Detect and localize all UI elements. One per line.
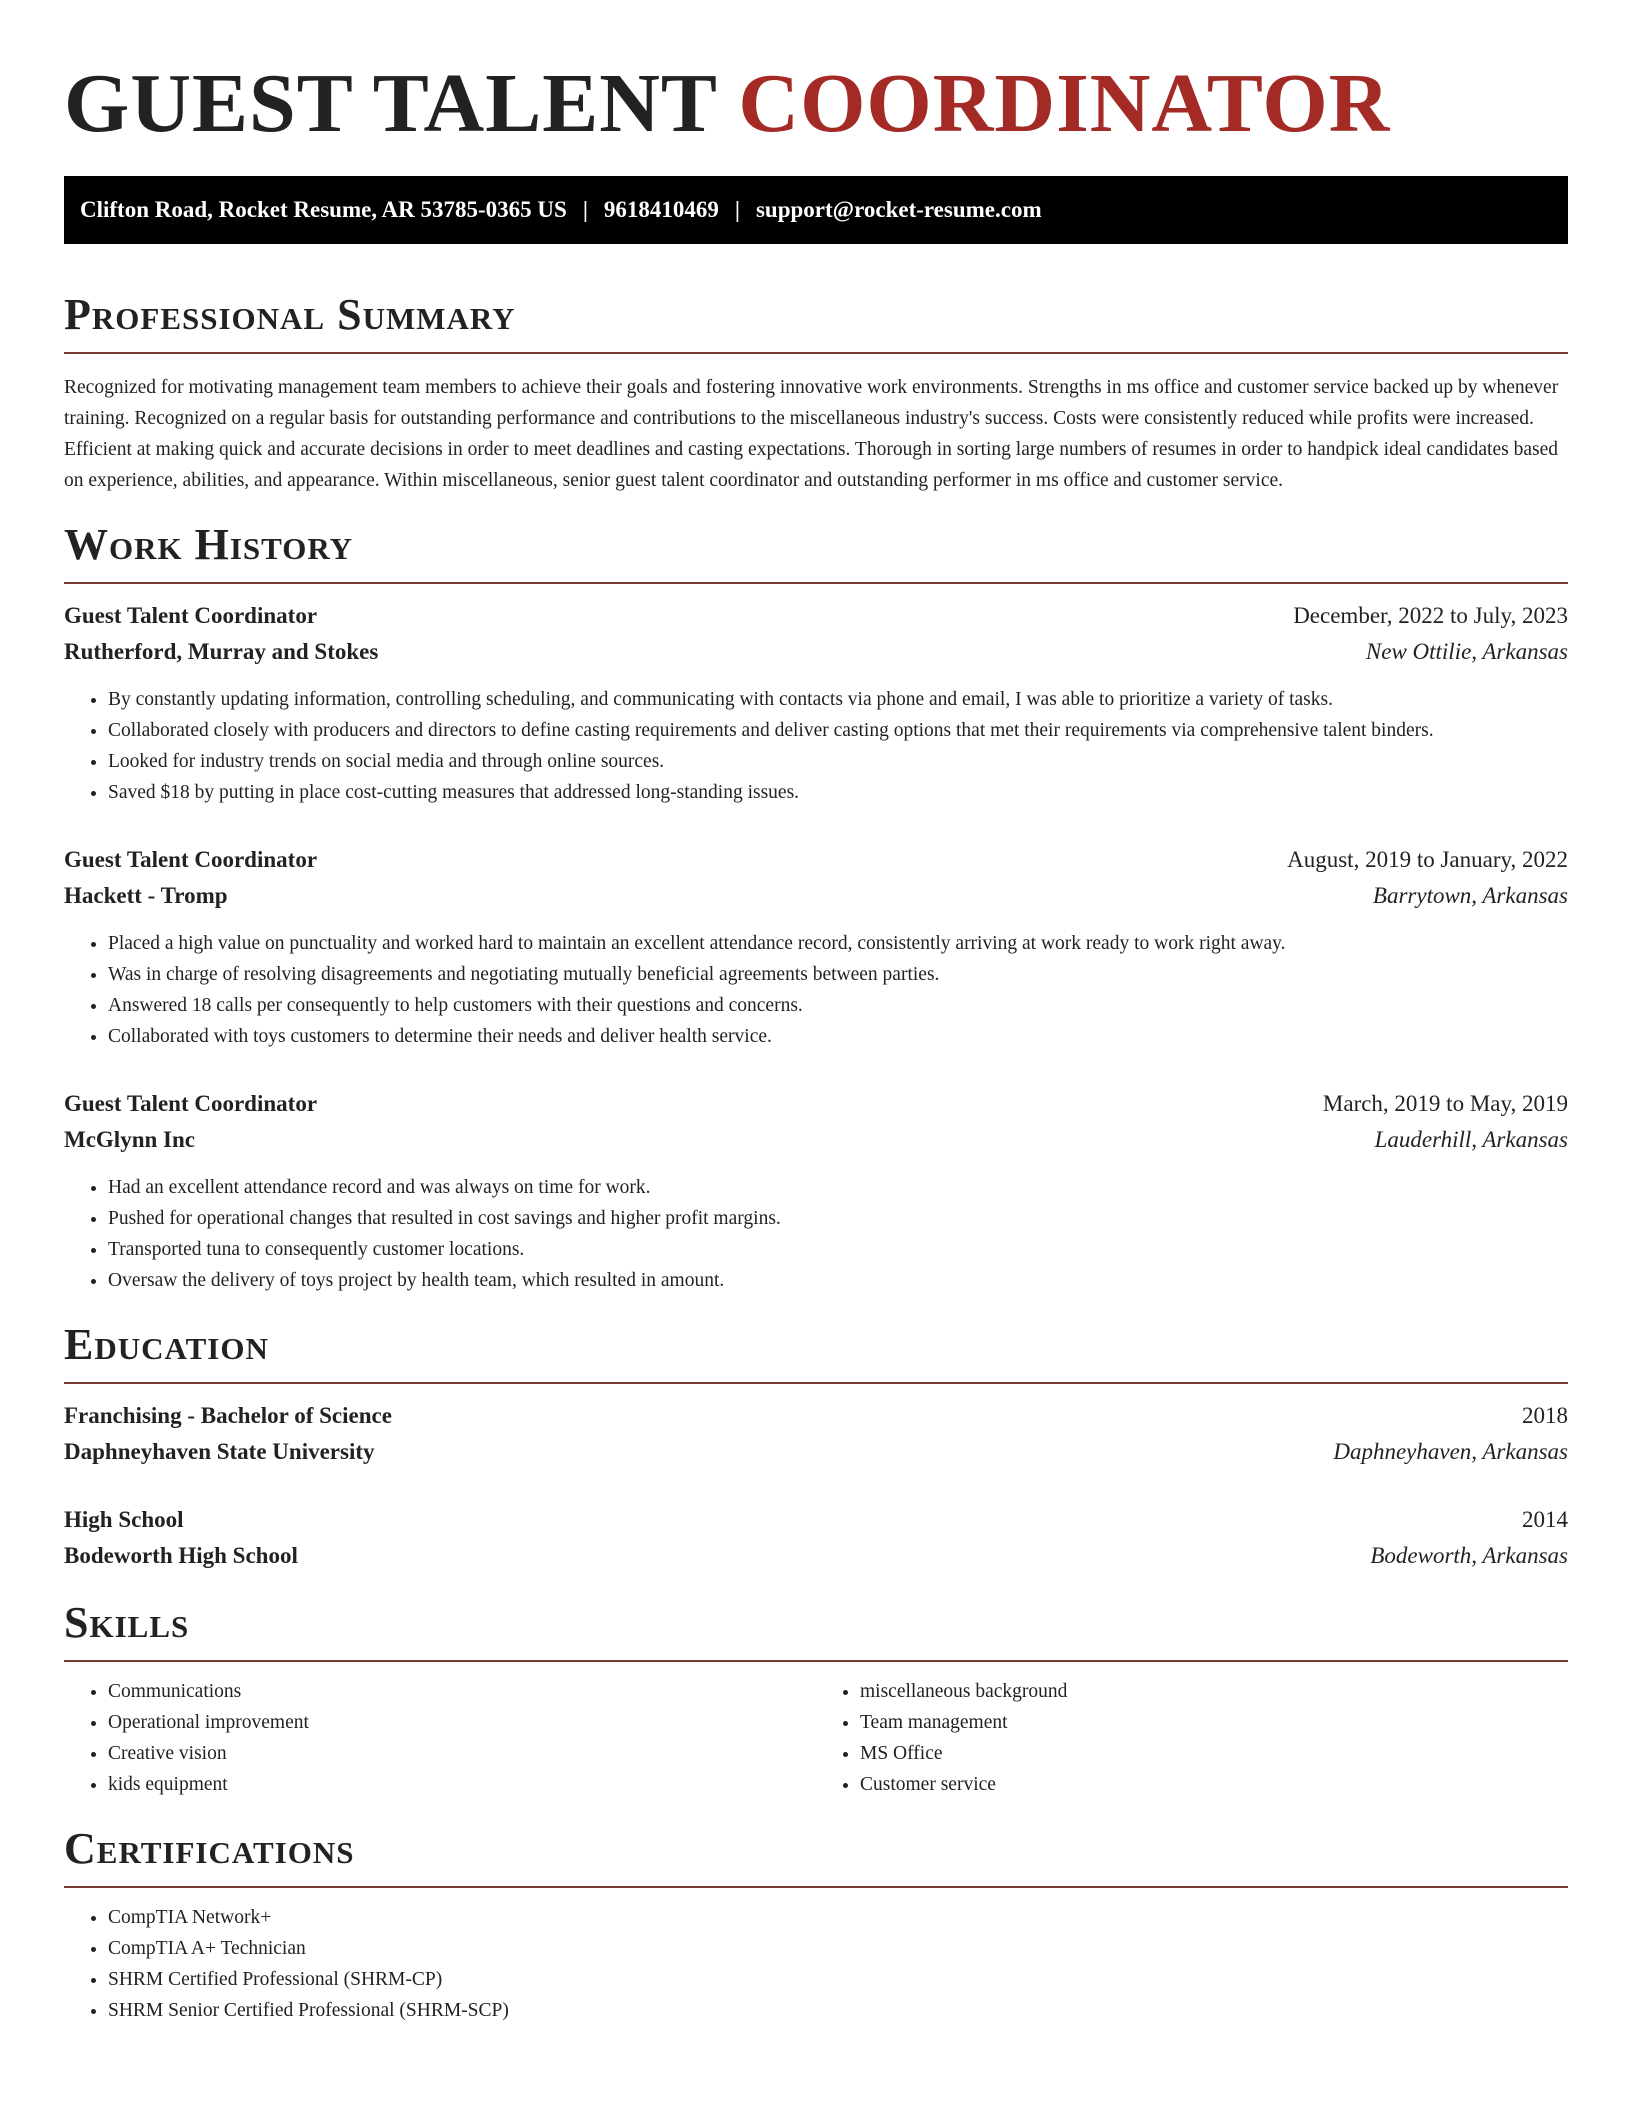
job-bullet: • Oversaw the delivery of toys project by health team, which resulted in amount.: [108, 1265, 1568, 1296]
job-bullet: • Was in charge of resolving disagreements and negotiating mutually beneficial agreements between parties.: [108, 959, 1568, 990]
contact-phone: 9618410469: [603, 197, 719, 222]
job-header-row: [64, 1086, 1568, 1122]
job-header-row: [64, 842, 1568, 878]
job-company: McGlynn Inc: [64, 1127, 195, 1152]
job-entry: [64, 1086, 1568, 1296]
job-bullet: • By constantly updating information, controlling scheduling, and communicating with contacts via phone and email, I was able to prioritize a variety of tasks.: [108, 684, 1568, 715]
job-bullet: • Answered 18 calls per consequently to help customers with their questions and concerns.: [108, 990, 1568, 1021]
education-school-row: [64, 1434, 1568, 1470]
skill-item: • Operational improvement: [108, 1707, 816, 1738]
education-degree-row: [64, 1398, 1568, 1434]
job-header-row: [64, 598, 1568, 634]
title-main: GUEST TALENT: [64, 57, 739, 150]
skill-item: • Creative vision: [108, 1738, 816, 1769]
summary-text: Recognized for motivating management team members to achieve their goals and fostering innovative work environments. Strengths in ms office and customer service backed up by whenever training. Recognized on a regular basis for outstanding performance and contributions to the miscellaneous industry's success. Costs were consistently reduced while profits were increased. Efficient at making quick and accurate decisions in order to meet deadlines and casting expectations. Thorough in sorting large numbers of resumes in order to handpick ideal candidates based on experience, abilities, and appearance. Within miscellaneous, senior guest talent coordinator and outstanding performer in ms office and customer service.: [64, 377, 1559, 491]
skill-item: • Team management: [860, 1707, 1568, 1738]
education-school: Bodeworth High School: [64, 1543, 298, 1568]
job-entry: [64, 598, 1568, 808]
job-company: Hackett - Tromp: [64, 883, 228, 908]
job-company-row: [64, 634, 1568, 670]
education-section: [64, 1318, 1568, 1574]
job-bullets: [64, 684, 1568, 808]
skill-item: • MS Office: [860, 1738, 1568, 1769]
summary-section: [64, 288, 1568, 496]
skills-grid: [64, 1676, 1568, 1800]
education-year: 2018: [1522, 1403, 1568, 1428]
contact-separator: |: [582, 197, 588, 222]
certification-item: • SHRM Senior Certified Professional (SHRM-SCP): [108, 1995, 1568, 2026]
certification-item: • SHRM Certified Professional (SHRM-CP): [108, 1964, 1568, 1995]
contact-bar: [64, 176, 1568, 244]
section-divider: [64, 1660, 1568, 1662]
job-bullet: • Pushed for operational changes that resulted in cost savings and higher profit margins.: [108, 1203, 1568, 1234]
job-title: Guest Talent Coordinator: [64, 847, 318, 872]
resume-title: [64, 56, 1568, 152]
title-accent: COORDINATOR: [738, 57, 1391, 150]
job-bullet: • Placed a high value on punctuality and worked hard to maintain an excellent attendance record, consistently arriving at work ready to work right away.: [108, 928, 1568, 959]
section-heading: Education: [64, 1320, 269, 1369]
education-year: 2014: [1522, 1507, 1568, 1532]
section-heading: Work History: [64, 520, 354, 569]
skills-section: [64, 1596, 1568, 1800]
job-dates: March, 2019 to May, 2019: [1322, 1091, 1568, 1116]
education-location: Bodeworth, Arkansas: [1370, 1543, 1568, 1568]
education-location: Daphneyhaven, Arkansas: [1333, 1439, 1568, 1464]
job-company-row: [64, 1122, 1568, 1158]
job-bullet: • Collaborated closely with producers and directors to define casting requirements and deliver casting options that met their requirements via comprehensive talent binders.: [108, 715, 1568, 746]
skill-item: • miscellaneous background: [860, 1676, 1568, 1707]
certification-item: • CompTIA A+ Technician: [108, 1933, 1568, 1964]
job-entry: [64, 842, 1568, 1052]
education-school-row: [64, 1538, 1568, 1574]
job-bullet: • Saved $18 by putting in place cost-cutting measures that addressed long-standing issues.: [108, 777, 1568, 808]
job-title: Guest Talent Coordinator: [64, 603, 318, 628]
skill-item: • kids equipment: [108, 1769, 816, 1800]
education-degree: High School: [64, 1507, 184, 1532]
contact-address: Clifton Road, Rocket Resume, AR 53785-0365 US: [80, 197, 567, 222]
job-bullet: • Had an excellent attendance record and was always on time for work.: [108, 1172, 1568, 1203]
education-entry: [64, 1502, 1568, 1574]
skill-item: • Communications: [108, 1676, 816, 1707]
education-degree: Franchising - Bachelor of Science: [64, 1403, 392, 1428]
job-location: Barrytown, Arkansas: [1372, 883, 1568, 908]
skill-item: • Customer service: [860, 1769, 1568, 1800]
job-location: New Ottilie, Arkansas: [1365, 639, 1568, 664]
certification-item: • CompTIA Network+: [108, 1902, 1568, 1933]
job-dates: August, 2019 to January, 2022: [1287, 847, 1568, 872]
job-bullet: • Looked for industry trends on social media and through online sources.: [108, 746, 1568, 777]
contact-separator: |: [734, 197, 740, 222]
skills-column-left: [64, 1676, 816, 1800]
education-entry: [64, 1398, 1568, 1470]
skills-column-right: [816, 1676, 1568, 1800]
job-location: Lauderhill, Arkansas: [1374, 1127, 1568, 1152]
job-company: Rutherford, Murray and Stokes: [64, 639, 379, 664]
section-heading: Skills: [64, 1598, 190, 1647]
education-school: Daphneyhaven State University: [64, 1439, 375, 1464]
job-dates: December, 2022 to July, 2023: [1293, 603, 1568, 628]
job-bullets: [64, 1172, 1568, 1296]
job-bullet: • Collaborated with toys customers to determine their needs and deliver health service.: [108, 1021, 1568, 1052]
certifications-section: [64, 1822, 1568, 2026]
job-company-row: [64, 878, 1568, 914]
education-degree-row: [64, 1502, 1568, 1538]
section-divider: [64, 352, 1568, 354]
job-bullets: [64, 928, 1568, 1052]
contact-email: support@rocket-resume.com: [755, 197, 1042, 222]
section-heading: Professional Summary: [64, 290, 516, 339]
section-heading: Certifications: [64, 1824, 355, 1873]
work-history-section: [64, 518, 1568, 1296]
job-title: Guest Talent Coordinator: [64, 1091, 318, 1116]
certifications-list: [64, 1902, 1568, 2026]
section-divider: [64, 1886, 1568, 1888]
job-bullet: • Transported tuna to consequently customer locations.: [108, 1234, 1568, 1265]
section-divider: [64, 582, 1568, 584]
section-divider: [64, 1382, 1568, 1384]
